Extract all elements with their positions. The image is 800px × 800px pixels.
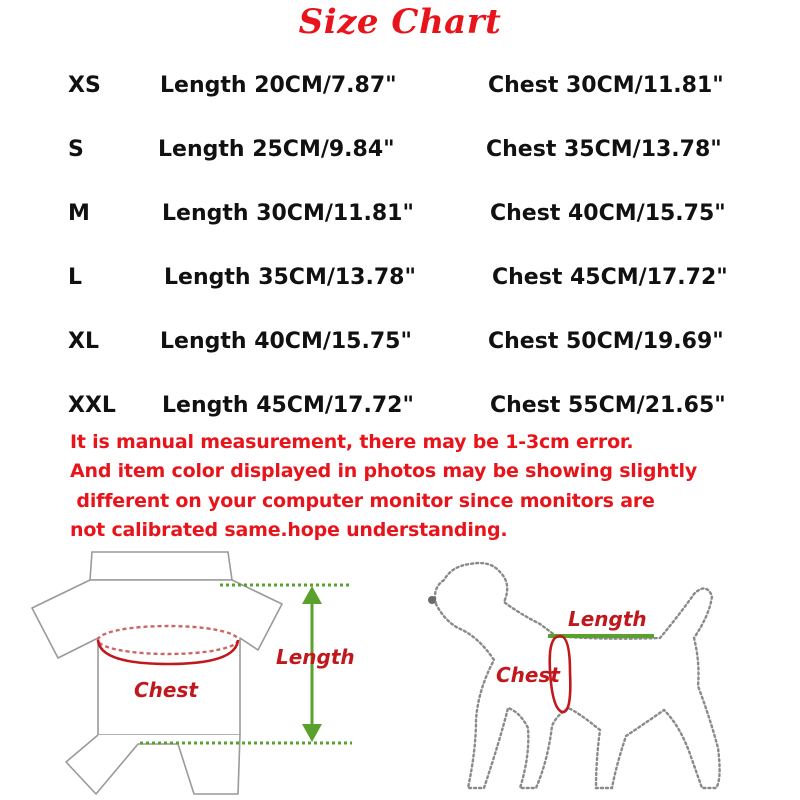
note-line: It is manual measurement, there may be 1-3cm error. [70,431,634,453]
size-label: S [68,137,84,162]
size-label: XS [68,73,101,98]
note-line: not calibrated same.hope understanding. [70,519,508,541]
size-label: M [68,201,90,226]
note-line: different on your computer monitor since monitors are [70,490,655,512]
size-label: XL [68,329,99,354]
length-value: Length 30CM/11.81" [162,201,414,226]
chest-value: Chest 50CM/19.69" [488,329,724,354]
dog-length-label: Length [568,607,647,631]
size-label: XXL [68,393,116,418]
length-value: Length 25CM/9.84" [158,137,395,162]
size-label: L [68,265,83,290]
dog-chest-label: Chest [496,663,560,687]
length-value: Length 40CM/15.75" [160,329,412,354]
chest-value: Chest 30CM/11.81" [488,73,724,98]
page-title: Size Chart [298,2,502,42]
dog-illustration [428,563,720,788]
chest-value: Chest 40CM/15.75" [490,201,726,226]
shirt-length-label: Length [276,645,355,669]
chest-value: Chest 35CM/13.78" [486,137,722,162]
length-value: Length 45CM/17.72" [162,393,414,418]
length-value: Length 35CM/13.78" [164,265,416,290]
measurement-diagram [0,540,800,800]
chest-value: Chest 55CM/21.65" [490,393,726,418]
note-line: And item color displayed in photos may be showing slightly [70,460,698,482]
chest-value: Chest 45CM/17.72" [492,265,728,290]
shirt-chest-label: Chest [134,678,198,702]
length-value: Length 20CM/7.87" [160,73,397,98]
shirt-illustration [32,552,355,794]
